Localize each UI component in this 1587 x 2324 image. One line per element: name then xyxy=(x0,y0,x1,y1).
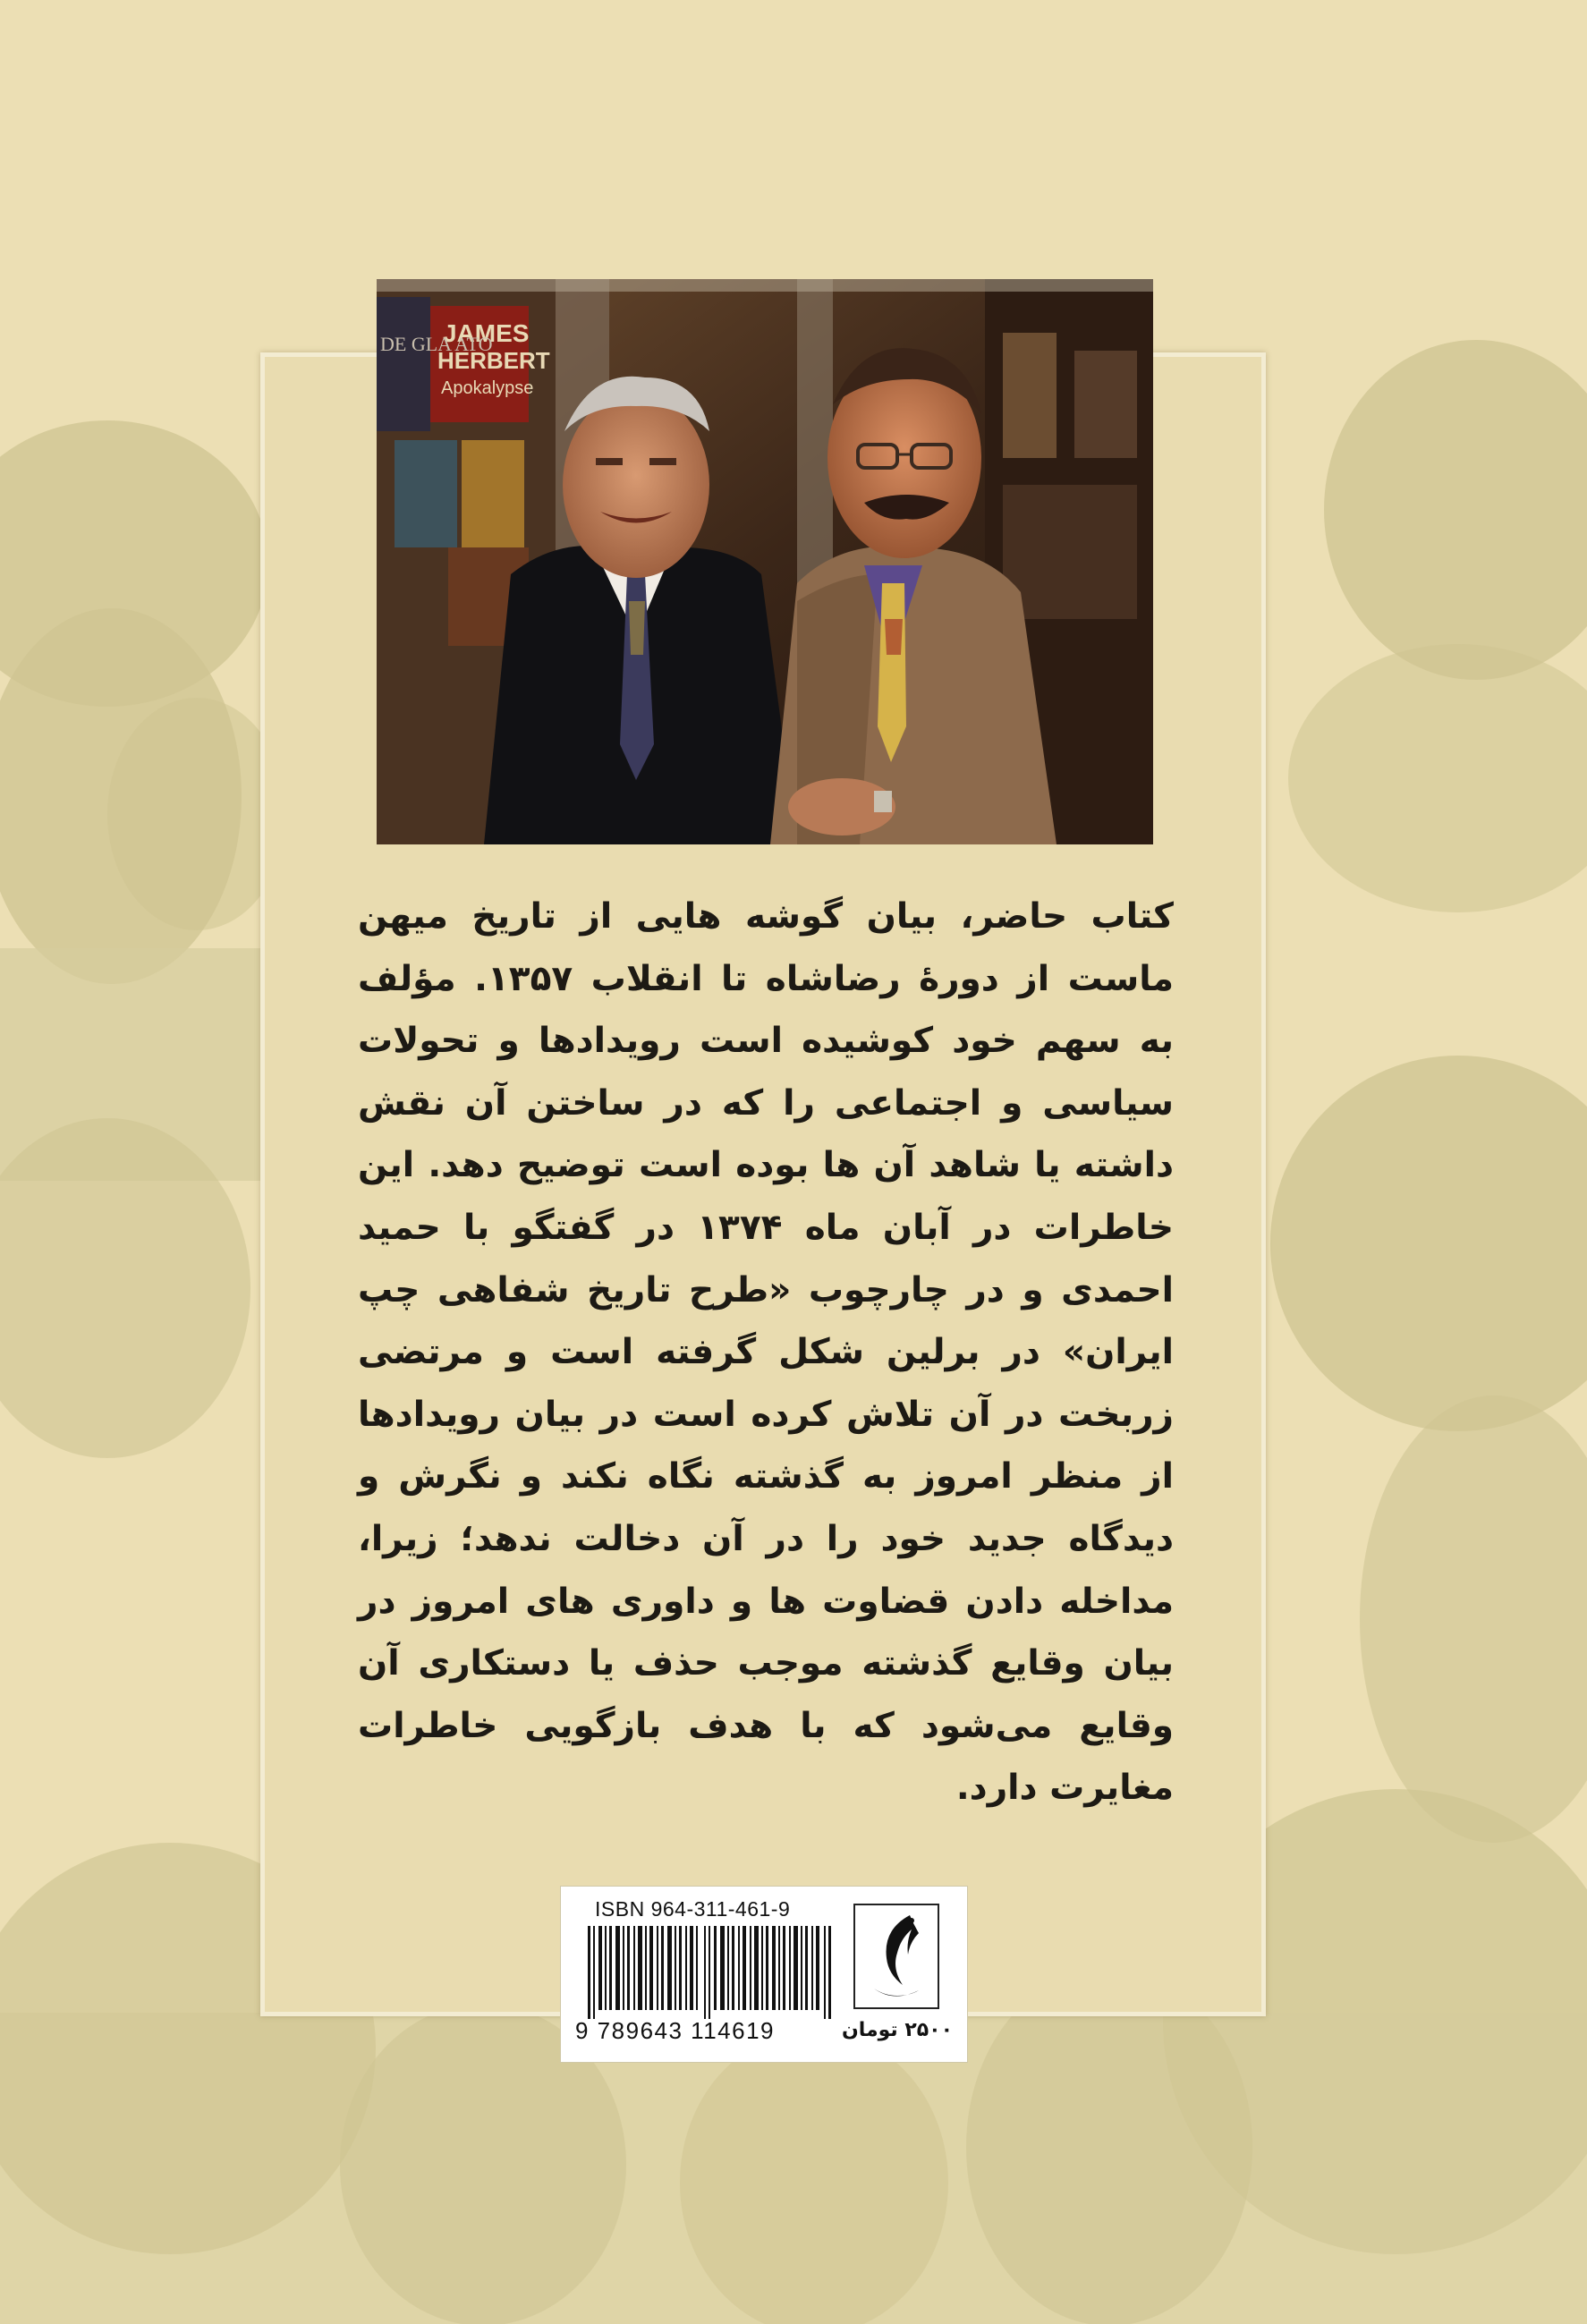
book-title-line1: JAMES xyxy=(443,319,530,347)
isbn-label: ISBN 964-311-461-9 xyxy=(595,1897,791,1921)
isbn-barcode-box xyxy=(560,1886,968,2063)
price-label: ۲۵۰۰ تومان xyxy=(841,2019,954,2041)
barcode-digits: 9 789643 114619 xyxy=(575,2017,775,2044)
photo-illustration xyxy=(377,279,1153,844)
author-photograph xyxy=(377,279,1153,844)
book-title-line2: HERBERT xyxy=(437,347,550,374)
phoenix-bird-logo-icon xyxy=(847,1903,946,2010)
side-book-title: DE GLA ATO xyxy=(380,333,493,355)
back-cover-blurb: کتاب حاضر، بیان گوشه هایی از تاریخ میهن ماست از دورۀ رضاشاه تا انقلاب ۱۳۵۷. مؤلف به سهم خود کوشیده است رویدادها و تحولات سیاسی و اجتماعی را که در ساختن آن نقش داشته یا شاهد آن ها بوده است توضیح دهد. این خاطرات در آبان ماه ۱۳۷۴ در گفتگو با حمید احمدی و در چارچوب «طرح تاریخ شفاهی چپ ایران» در برلین شکل گرفته است و مرتضی زربخت در آن تلاش کرده است در بیان رویدادها از منظر امروز به گذشته نگاه نکند و نگرش و دیدگاه جدید خود را در آن دخالت ندهد؛ زیرا، مداخله دادن قضاوت ها و داوری های امروز در بیان وقایع گذشته موجب حذف یا دستکاری آن وقایع می‌شود که با هدف بازگویی خاطرات مغایرت دارد. xyxy=(358,896,1174,1809)
book-subtitle: Apokalypse xyxy=(441,378,534,398)
barcode-icon xyxy=(588,1926,831,2019)
